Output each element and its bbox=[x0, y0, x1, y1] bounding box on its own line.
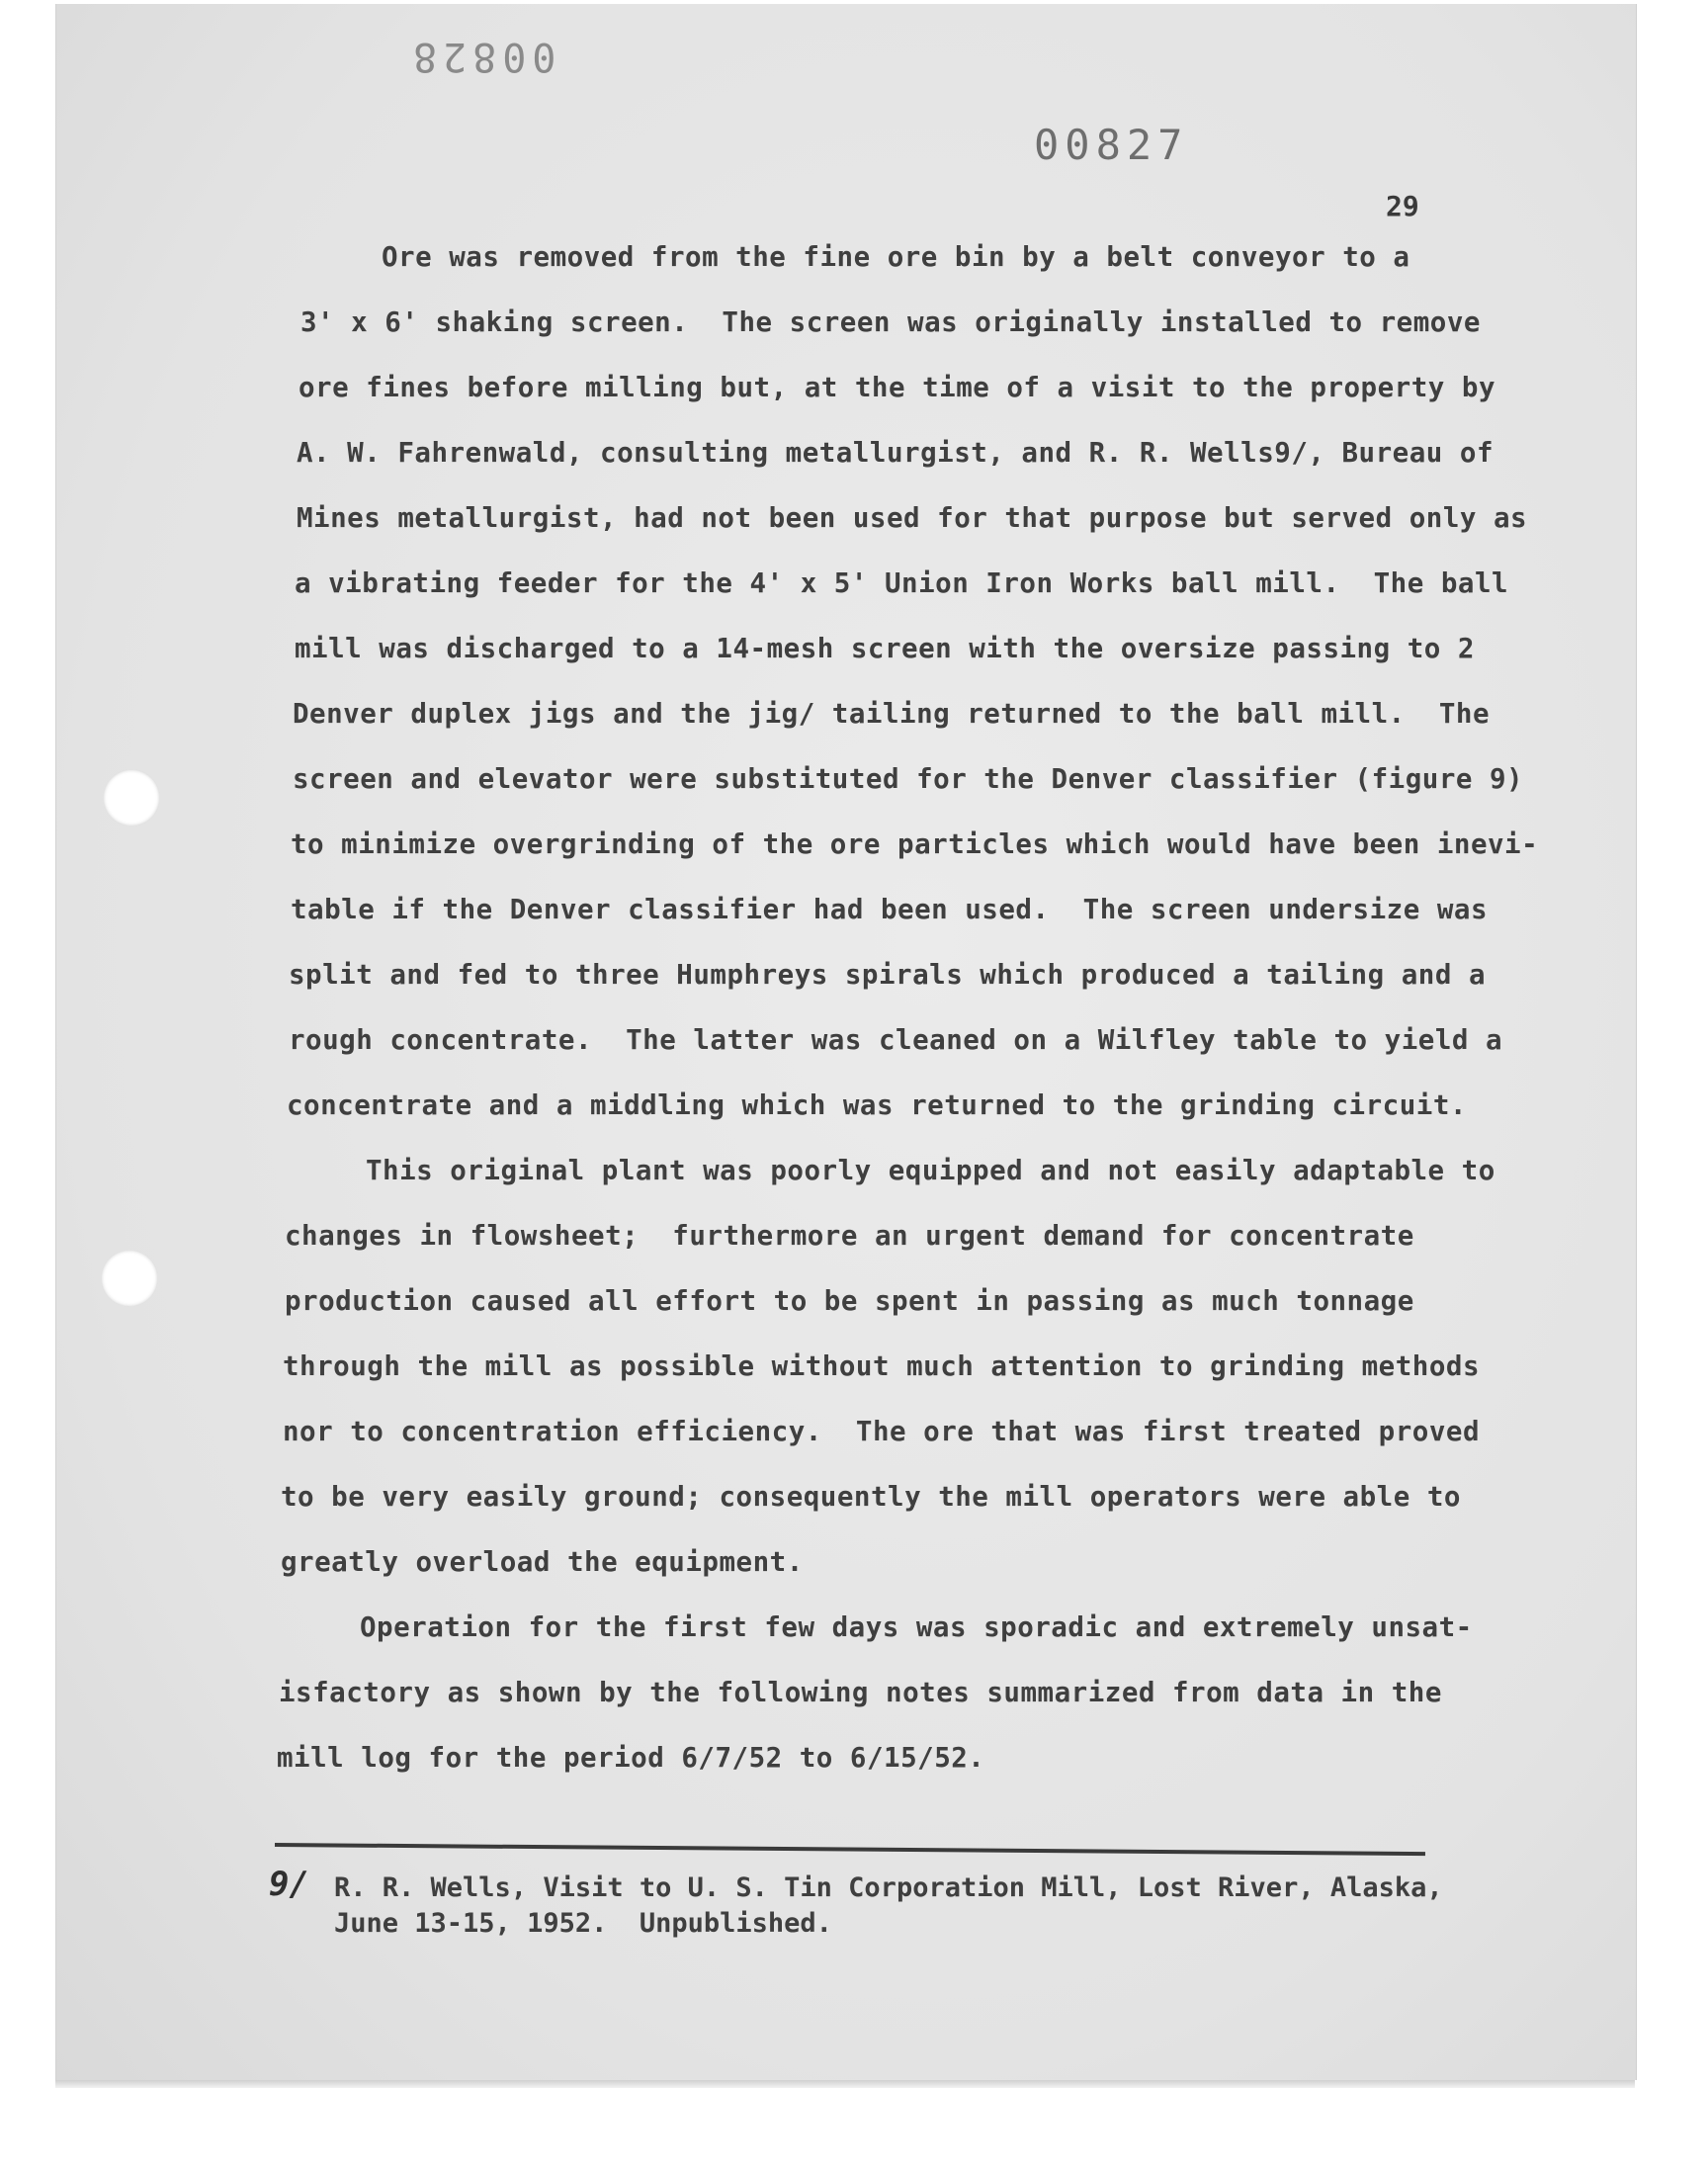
body-line: Denver duplex jigs and the jig/ tailing returned to the ball mill. The bbox=[293, 698, 1491, 730]
footnote-line: R. R. Wells, Visit to U. S. Tin Corporation Mill, Lost River, Alaska, bbox=[334, 1872, 1443, 1903]
body-line: nor to concentration efficiency. The ore that was first treated proved bbox=[283, 1416, 1481, 1447]
footnote-marker: 9/ bbox=[269, 1865, 309, 1904]
body-line: A. W. Fahrenwald, consulting metallurgist, and R. R. Wells9/, Bureau of bbox=[297, 437, 1494, 469]
footnote-line: June 13-15, 1952. Unpublished. bbox=[334, 1908, 832, 1939]
body-line: through the mill as possible without much attention to grinding methods bbox=[283, 1350, 1481, 1382]
body-line: isfactory as shown by the following notes summarized from data in the bbox=[279, 1677, 1442, 1708]
paper-bottom-edge bbox=[55, 2080, 1635, 2088]
body-line: concentrate and a middling which was returned to the grinding circuit. bbox=[287, 1089, 1467, 1121]
stamp-top-number: 00828 bbox=[407, 34, 556, 79]
body-line: production caused all effort to be spent in passing as much tonnage bbox=[285, 1285, 1414, 1317]
body-line: table if the Denver classifier had been used. The screen undersize was bbox=[291, 894, 1489, 925]
body-line: mill log for the period 6/7/52 to 6/15/52. bbox=[277, 1742, 985, 1774]
body-line: a vibrating feeder for the 4' x 5' Union Iron Works ball mill. The ball bbox=[295, 567, 1509, 599]
body-line: screen and elevator were substituted for the Denver classifier (figure 9) bbox=[293, 763, 1524, 795]
body-line: Mines metallurgist, had not been used for that purpose but served only as bbox=[297, 502, 1528, 534]
body-line: mill was discharged to a 14-mesh screen with the oversize passing to 2 bbox=[295, 633, 1475, 664]
body-line: Ore was removed from the fine ore bin by a belt conveyor to a bbox=[382, 241, 1410, 273]
body-line: to minimize overgrinding of the ore particles which would have been inevi- bbox=[291, 828, 1539, 860]
page-number: 29 bbox=[1386, 190, 1419, 222]
body-line: This original plant was poorly equipped and not easily adaptable to bbox=[366, 1155, 1495, 1186]
body-line: greatly overload the equipment. bbox=[281, 1546, 804, 1578]
body-line: Operation for the first few days was sporadic and extremely unsat- bbox=[360, 1611, 1473, 1643]
body-line: 3' x 6' shaking screen. The screen was originally installed to remove bbox=[300, 306, 1481, 338]
body-line: changes in flowsheet; furthermore an urgent demand for concentrate bbox=[285, 1220, 1414, 1252]
body-line: ore fines before milling but, at the time of a visit to the property by bbox=[299, 372, 1496, 403]
stamp-document-number: 00827 bbox=[1034, 121, 1189, 169]
body-line: split and fed to three Humphreys spirals which produced a tailing and a bbox=[289, 959, 1487, 991]
body-line: to be very easily ground; consequently the mill operators were able to bbox=[281, 1481, 1461, 1513]
body-line: rough concentrate. The latter was cleaned on a Wilfley table to yield a bbox=[289, 1024, 1503, 1056]
